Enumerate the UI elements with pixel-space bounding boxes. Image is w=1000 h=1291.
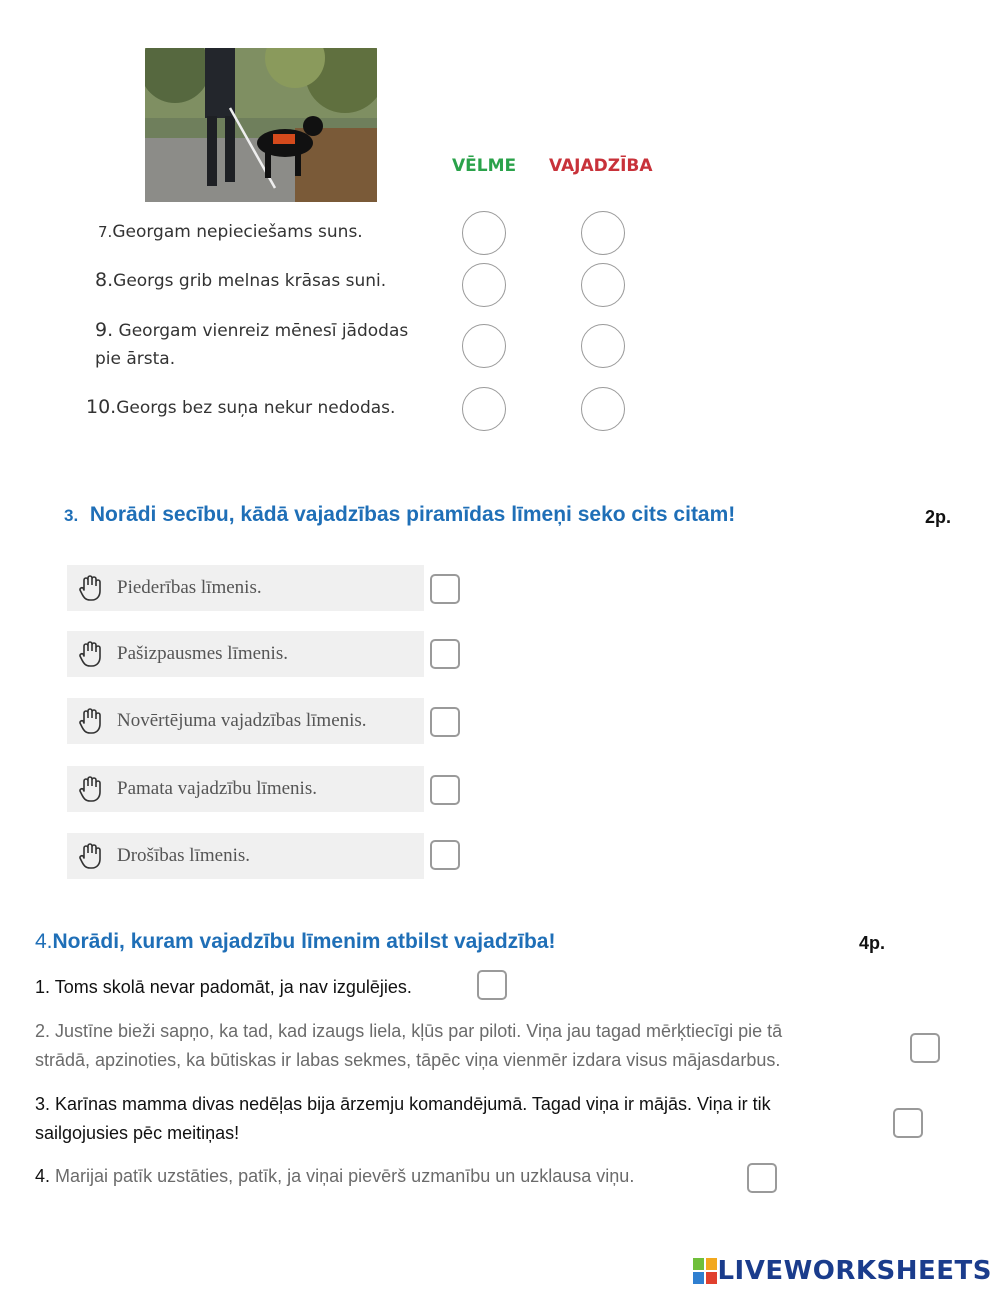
- hand-grab-icon: [77, 640, 105, 668]
- statement-10: 10.Georgs bez suņa nekur nedodas.: [86, 396, 396, 418]
- answer-box-4[interactable]: [747, 1163, 777, 1193]
- drag-item-pasizpausmes[interactable]: [67, 631, 424, 677]
- statement-9: 9. Georgam vienreiz mēnesī jādodas pie ārsta.: [95, 319, 409, 369]
- answer-box-1[interactable]: [477, 970, 507, 1000]
- drag-item-pamata[interactable]: [67, 766, 424, 812]
- radio-7-velme[interactable]: [462, 211, 506, 255]
- drop-box-1[interactable]: [430, 574, 460, 604]
- question-3: 3. Karīnas mamma divas nedēļas bija ārzemju komandējumā. Tagad viņa ir mājās. Viņa ir tik sailgojusies pēc meitiņas!: [35, 1094, 771, 1143]
- drag-item-piederibas[interactable]: [67, 565, 424, 611]
- answer-box-2[interactable]: [910, 1033, 940, 1063]
- drag-item-label: Pašizpausmes līmenis.: [117, 643, 288, 664]
- hand-grab-icon: [77, 842, 105, 870]
- radio-8-velme[interactable]: [462, 263, 506, 307]
- drag-item-drosibas[interactable]: [67, 833, 424, 879]
- liveworksheets-logo: [693, 1256, 992, 1286]
- radio-9-vajadziba[interactable]: [581, 324, 625, 368]
- hand-grab-icon: [77, 775, 105, 803]
- drop-box-5[interactable]: [430, 840, 460, 870]
- statement-8: 8.Georgs grib melnas krāsas suni.: [95, 269, 387, 291]
- question-1: 1. Toms skolā nevar padomāt, ja nav izgulējies.: [35, 977, 412, 997]
- drag-item-label: Pamata vajadzību līmenis.: [117, 778, 317, 799]
- header-velme: VĒLME: [452, 156, 517, 176]
- drag-item-label: Novērtējuma vajadzības līmenis.: [117, 710, 367, 731]
- drop-box-3[interactable]: [430, 707, 460, 737]
- radio-9-velme[interactable]: [462, 324, 506, 368]
- radio-8-vajadziba[interactable]: [581, 263, 625, 307]
- section3-points: 2p.: [925, 507, 952, 527]
- header-vajadziba: VAJADZĪBA: [549, 156, 653, 176]
- guide-dog-photo: [145, 48, 377, 202]
- question-4: 4. Marijai patīk uzstāties, patīk, ja viņai pievērš uzmanību un uzklausa viņu.: [35, 1166, 635, 1186]
- logo-text: LIVEWORKSHEETS: [717, 1256, 992, 1286]
- drag-item-label: Drošības līmenis.: [117, 845, 250, 866]
- drag-item-novertejuma[interactable]: [67, 698, 424, 744]
- drag-item-label: Piederības līmenis.: [117, 577, 262, 598]
- statement-7: 7.Georgam nepieciešams suns.: [98, 222, 363, 242]
- drop-box-2[interactable]: [430, 639, 460, 669]
- section3-title: 3. Norādi secību, kādā vajadzības piramīdas līmeņi seko cits citam!: [64, 503, 736, 526]
- radio-10-vajadziba[interactable]: [581, 387, 625, 431]
- hand-grab-icon: [77, 707, 105, 735]
- answer-box-3[interactable]: [893, 1108, 923, 1138]
- section4-points: 4p.: [859, 933, 886, 953]
- hand-grab-icon: [77, 574, 105, 602]
- liveworksheets-logo-icon: [693, 1258, 717, 1284]
- drop-box-4[interactable]: [430, 775, 460, 805]
- radio-10-velme[interactable]: [462, 387, 506, 431]
- question-2: 2. Justīne bieži sapņo, ka tad, kad izaugs liela, kļūs par piloti. Viņa jau tagad mērķtiecīgi pie tā strādā, apzinoties, ka būtiskas ir labas sekmes, tāpēc viņa vienmēr izdara visus mājasdarbus.: [35, 1021, 783, 1070]
- radio-7-vajadziba[interactable]: [581, 211, 625, 255]
- section4-title: 4.Norādi, kuram vajadzību līmenim atbilst vajadzība!: [35, 930, 556, 953]
